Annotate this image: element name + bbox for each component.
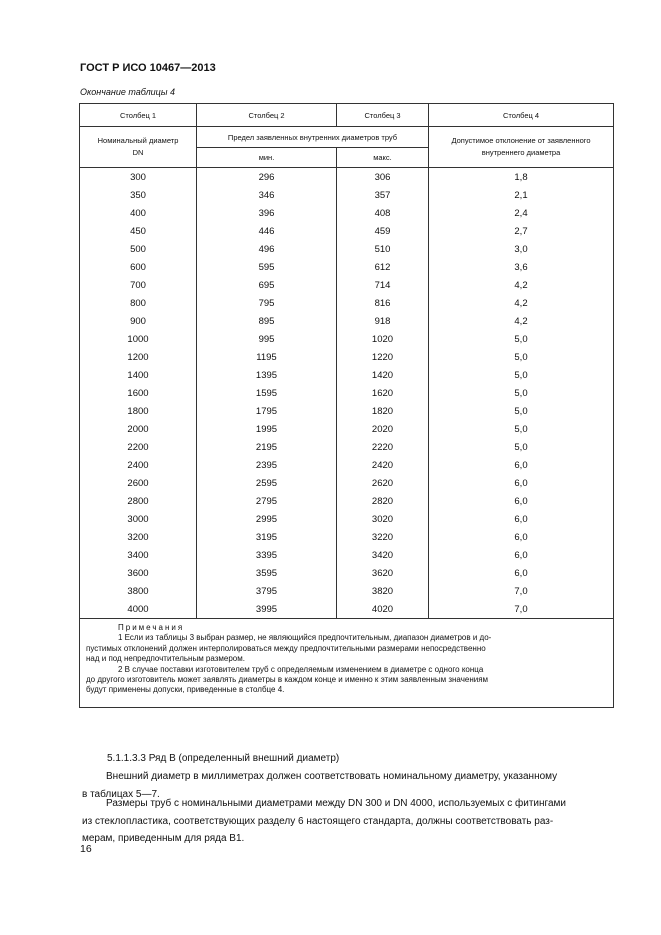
max-diameter-cell: 357: [337, 186, 429, 204]
nominal-diameter-cell: 1000: [80, 330, 197, 348]
min-diameter-cell: 2795: [197, 492, 337, 510]
paragraph-2-line-3: мерам, приведенным для ряда В1.: [82, 833, 245, 844]
col-label-4: Столбец 4: [429, 104, 614, 127]
tolerance-cell: 4,2: [429, 294, 614, 312]
table-row: [80, 600, 614, 619]
max-diameter-cell: 3220: [337, 528, 429, 546]
tolerance-cell: 6,0: [429, 456, 614, 474]
min-diameter-cell: 3395: [197, 546, 337, 564]
min-diameter-cell: 3995: [197, 600, 337, 619]
table-row: [80, 168, 614, 187]
table-row: [80, 330, 614, 348]
max-diameter-cell: 2420: [337, 456, 429, 474]
diameter-table: [79, 103, 614, 708]
paragraph-1-line-2: в таблицах 5—7.: [82, 788, 160, 800]
min-diameter-cell: 346: [197, 186, 337, 204]
nominal-diameter-cell: 1200: [80, 348, 197, 366]
min-header: мин.: [197, 148, 337, 168]
max-diameter-cell: 1820: [337, 402, 429, 420]
table-row: [80, 294, 614, 312]
tolerance-cell: 5,0: [429, 438, 614, 456]
min-diameter-cell: 1395: [197, 366, 337, 384]
max-diameter-cell: 3820: [337, 582, 429, 600]
note-2-line-2: до другого изготовитель может заявлять диаметры в каждом конце и именно к этим заявленным значениям: [86, 675, 489, 685]
max-diameter-cell: 408: [337, 204, 429, 222]
max-diameter-cell: 4020: [337, 600, 429, 619]
nominal-diameter-cell: 2200: [80, 438, 197, 456]
min-diameter-cell: 795: [197, 294, 337, 312]
max-diameter-cell: 3620: [337, 564, 429, 582]
nominal-diameter-cell: 350: [80, 186, 197, 204]
table-row: [80, 384, 614, 402]
nominal-diameter-cell: 4000: [80, 600, 197, 619]
nominal-diameter-cell: 3400: [80, 546, 197, 564]
nominal-diameter-cell: 3000: [80, 510, 197, 528]
tolerance-cell: 4,2: [429, 276, 614, 294]
min-diameter-cell: 995: [197, 330, 337, 348]
nominal-diameter-cell: 400: [80, 204, 197, 222]
tolerance-cell: 7,0: [429, 582, 614, 600]
nominal-diameter-cell: 700: [80, 276, 197, 294]
declared-diameter-range-header: Предел заявленных внутренних диаметров труб: [197, 127, 429, 148]
nominal-diameter-cell: 450: [80, 222, 197, 240]
tolerance-cell: 6,0: [429, 492, 614, 510]
note-1-line-2: пустимых отклонений должен интерполироваться между предпочтительными размерами непосредственно: [86, 643, 486, 653]
max-diameter-cell: 306: [337, 168, 429, 187]
max-header: макс.: [337, 148, 429, 168]
table-row: [80, 204, 614, 222]
min-diameter-cell: 2395: [197, 456, 337, 474]
nominal-diameter-cell: 2000: [80, 420, 197, 438]
min-diameter-cell: 1595: [197, 384, 337, 402]
max-diameter-cell: 714: [337, 276, 429, 294]
min-diameter-cell: 2595: [197, 474, 337, 492]
table-row: [80, 402, 614, 420]
tolerance-cell: 6,0: [429, 564, 614, 582]
min-diameter-cell: 3795: [197, 582, 337, 600]
max-diameter-cell: 459: [337, 222, 429, 240]
table-row: [80, 240, 614, 258]
table-row: [80, 510, 614, 528]
nominal-diameter-cell: 900: [80, 312, 197, 330]
max-diameter-cell: 3020: [337, 510, 429, 528]
note-2-line-3: будут применены допуски, приведенные в столбце 4.: [86, 685, 285, 695]
standard-title: ГОСТ Р ИСО 10467—2013: [80, 62, 216, 74]
nominal-diameter-cell: 300: [80, 168, 197, 187]
table-row: [80, 222, 614, 240]
max-diameter-cell: 612: [337, 258, 429, 276]
max-diameter-cell: 510: [337, 240, 429, 258]
table-row: [80, 366, 614, 384]
tolerance-cell: 1,8: [429, 168, 614, 187]
table-row: [80, 528, 614, 546]
tolerance-cell: 2,1: [429, 186, 614, 204]
table-body: [80, 168, 614, 619]
section-heading: 5.1.1.3.3 Ряд В (определенный внешний диаметр): [107, 753, 340, 764]
table-row: [80, 546, 614, 564]
nominal-diameter-cell: 600: [80, 258, 197, 276]
paragraph-2: [82, 795, 614, 848]
min-diameter-cell: 1795: [197, 402, 337, 420]
table-row: [80, 456, 614, 474]
min-diameter-cell: 296: [197, 168, 337, 187]
col-label-1: Столбец 1: [80, 104, 197, 127]
tolerance-cell: 6,0: [429, 510, 614, 528]
tolerance-cell: 5,0: [429, 384, 614, 402]
max-diameter-cell: 816: [337, 294, 429, 312]
nominal-diameter-cell: 2800: [80, 492, 197, 510]
page-number: 16: [80, 843, 92, 855]
nominal-diameter-cell: 2400: [80, 456, 197, 474]
table-caption: Окончание таблицы 4: [80, 87, 175, 97]
table-row: [80, 420, 614, 438]
min-diameter-cell: 396: [197, 204, 337, 222]
min-diameter-cell: 446: [197, 222, 337, 240]
tolerance-cell: 5,0: [429, 366, 614, 384]
tolerance-cell: 4,2: [429, 312, 614, 330]
min-diameter-cell: 1995: [197, 420, 337, 438]
table-row: [80, 312, 614, 330]
min-diameter-cell: 2195: [197, 438, 337, 456]
tolerance-cell: 5,0: [429, 420, 614, 438]
nominal-diameter-header: Номинальный диаметр DN: [80, 127, 197, 168]
nominal-diameter-cell: 500: [80, 240, 197, 258]
tolerance-cell: 6,0: [429, 528, 614, 546]
tolerance-cell: 5,0: [429, 330, 614, 348]
min-diameter-cell: 496: [197, 240, 337, 258]
nominal-diameter-cell: 800: [80, 294, 197, 312]
nominal-diameter-cell: 3800: [80, 582, 197, 600]
table-row: [80, 186, 614, 204]
tolerance-cell: 7,0: [429, 600, 614, 619]
tolerance-cell: 6,0: [429, 474, 614, 492]
note-1-line-1: 1 Если из таблицы 3 выбран размер, не являющийся предпочтительным, диапазон диаметров и до-: [118, 633, 492, 643]
tolerance-cell: 2,7: [429, 222, 614, 240]
min-diameter-cell: 1195: [197, 348, 337, 366]
min-diameter-cell: 695: [197, 276, 337, 294]
min-diameter-cell: 3195: [197, 528, 337, 546]
min-diameter-cell: 2995: [197, 510, 337, 528]
table-row: [80, 348, 614, 366]
tolerance-cell: 5,0: [429, 348, 614, 366]
tolerance-cell: 3,6: [429, 258, 614, 276]
tolerance-cell: 6,0: [429, 546, 614, 564]
note-1-line-3: над и под непредпочтительным размером.: [86, 654, 245, 664]
max-diameter-cell: 2220: [337, 438, 429, 456]
max-diameter-cell: 1020: [337, 330, 429, 348]
tolerance-cell: 3,0: [429, 240, 614, 258]
nominal-diameter-cell: 1400: [80, 366, 197, 384]
table-row: [80, 258, 614, 276]
tolerance-cell: 2,4: [429, 204, 614, 222]
paragraph-1-line-1: Внешний диаметр в миллиметрах должен соответствовать номинальному диаметру, указанному: [106, 771, 558, 782]
max-diameter-cell: 1220: [337, 348, 429, 366]
notes-heading: Примечания: [118, 623, 185, 632]
max-diameter-cell: 2020: [337, 420, 429, 438]
max-diameter-cell: 2820: [337, 492, 429, 510]
tolerance-header: Допустимое отклонение от заявленного внутреннего диаметра: [429, 127, 614, 168]
table-row: [80, 438, 614, 456]
nominal-diameter-cell: 2600: [80, 474, 197, 492]
max-diameter-cell: 2620: [337, 474, 429, 492]
min-diameter-cell: 595: [197, 258, 337, 276]
table-notes: [80, 619, 614, 708]
col-label-3: Столбец 3: [337, 104, 429, 127]
max-diameter-cell: 1620: [337, 384, 429, 402]
table-row: [80, 492, 614, 510]
nominal-diameter-cell: 1600: [80, 384, 197, 402]
note-2-line-1: 2 В случае поставки изготовителем труб с определяемым изменением в диаметре с одного конца: [118, 664, 484, 674]
max-diameter-cell: 1420: [337, 366, 429, 384]
table-row: [80, 474, 614, 492]
nominal-diameter-cell: 1800: [80, 402, 197, 420]
max-diameter-cell: 918: [337, 312, 429, 330]
paragraph-2-line-2: из стеклопластика, соответствующих разделу 6 настоящего стандарта, должны соответствовать раз-: [82, 815, 554, 827]
min-diameter-cell: 3595: [197, 564, 337, 582]
col-label-2: Столбец 2: [197, 104, 337, 127]
max-diameter-cell: 3420: [337, 546, 429, 564]
table-row: [80, 582, 614, 600]
nominal-diameter-cell: 3200: [80, 528, 197, 546]
nominal-diameter-cell: 3600: [80, 564, 197, 582]
table-row: [80, 276, 614, 294]
table-row: [80, 564, 614, 582]
tolerance-cell: 5,0: [429, 402, 614, 420]
paragraph-2-line-1: Размеры труб с номинальными диаметрами между DN 300 и DN 4000, используемых с фитингами: [106, 798, 566, 809]
min-diameter-cell: 895: [197, 312, 337, 330]
